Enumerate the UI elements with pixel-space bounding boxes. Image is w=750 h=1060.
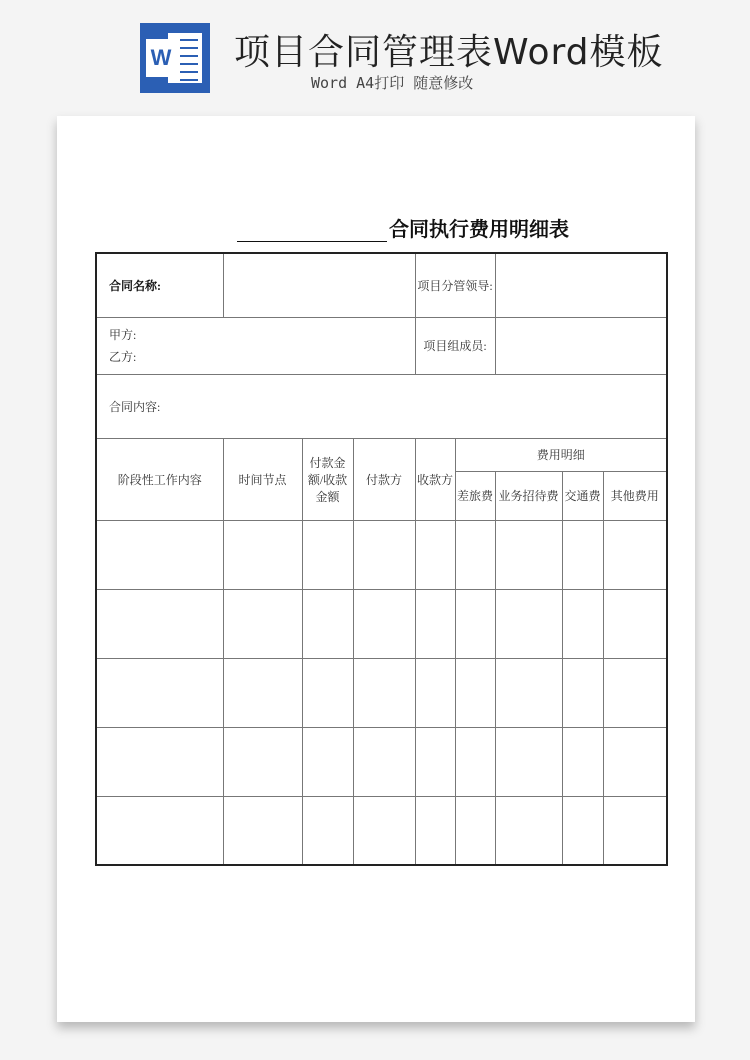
expense-table (95, 252, 668, 866)
column-header: 阶段性工作内容 (96, 438, 223, 520)
table-cell[interactable] (353, 589, 415, 658)
contract-name-label: 合同名称: (96, 253, 223, 317)
table-cell[interactable] (415, 658, 455, 727)
table-cell[interactable] (302, 796, 353, 865)
table-cell[interactable] (302, 658, 353, 727)
column-header: 时间节点 (223, 438, 302, 520)
column-header: 业务招待费 (495, 471, 562, 520)
table-cell[interactable] (603, 658, 667, 727)
document-title (237, 213, 569, 242)
document-title-text: 合同执行费用明细表 (389, 219, 569, 241)
table-cell[interactable] (353, 727, 415, 796)
table-cell[interactable] (302, 520, 353, 589)
table-row (96, 589, 667, 658)
table-cell[interactable] (495, 520, 562, 589)
table-cell[interactable] (223, 658, 302, 727)
table-cell[interactable] (302, 727, 353, 796)
table-cell[interactable] (96, 658, 223, 727)
column-header: 其他费用 (603, 471, 667, 520)
table-cell[interactable] (223, 520, 302, 589)
party-b-label: 乙方: (109, 349, 137, 364)
table-cell[interactable] (603, 589, 667, 658)
table-cell[interactable] (223, 796, 302, 865)
table-cell[interactable] (223, 589, 302, 658)
table-cell[interactable] (415, 589, 455, 658)
column-header: 交通费 (562, 471, 603, 520)
party-a-label: 甲方: (109, 327, 137, 342)
logo-letter: W (146, 39, 176, 77)
table-cell[interactable] (455, 796, 495, 865)
contract-name-field[interactable] (223, 253, 415, 317)
table-cell[interactable] (562, 727, 603, 796)
table-cell[interactable] (353, 658, 415, 727)
table-cell[interactable] (415, 796, 455, 865)
table-cell[interactable] (96, 727, 223, 796)
table-cell[interactable] (603, 796, 667, 865)
table-cell[interactable] (562, 658, 603, 727)
parties-field[interactable] (96, 317, 415, 374)
table-cell[interactable] (353, 796, 415, 865)
column-header: 付款方 (353, 438, 415, 520)
members-label: 项目组成员: (415, 317, 495, 374)
table-cell[interactable] (302, 589, 353, 658)
expense-group-header: 费用明细 (455, 438, 667, 471)
table-cell[interactable] (96, 796, 223, 865)
table-cell[interactable] (455, 520, 495, 589)
table-cell[interactable] (96, 520, 223, 589)
table-cell[interactable] (495, 658, 562, 727)
page-title: 项目合同管理表Word模板 (234, 32, 664, 73)
members-field[interactable] (495, 317, 667, 374)
table-row (96, 520, 667, 589)
supervisor-label: 项目分管领导: (415, 253, 495, 317)
table-cell[interactable] (603, 727, 667, 796)
table-cell[interactable] (96, 589, 223, 658)
table-cell[interactable] (562, 796, 603, 865)
title-blank-field[interactable] (237, 217, 387, 242)
table-row (96, 727, 667, 796)
table-cell[interactable] (353, 520, 415, 589)
table-cell[interactable] (455, 589, 495, 658)
column-header: 付款金额/收款金额 (302, 438, 353, 520)
table-cell[interactable] (415, 727, 455, 796)
table-cell[interactable] (495, 589, 562, 658)
table-cell[interactable] (562, 520, 603, 589)
supervisor-field[interactable] (495, 253, 667, 317)
contract-content-label[interactable]: 合同内容: (96, 374, 667, 438)
table-cell[interactable] (455, 658, 495, 727)
table-row (96, 658, 667, 727)
table-cell[interactable] (603, 520, 667, 589)
word-logo-icon (140, 23, 210, 93)
table-cell[interactable] (495, 727, 562, 796)
column-header: 差旅费 (455, 471, 495, 520)
table-cell[interactable] (495, 796, 562, 865)
table-cell[interactable] (223, 727, 302, 796)
table-cell[interactable] (455, 727, 495, 796)
column-header: 收款方 (415, 438, 455, 520)
table-row (96, 796, 667, 865)
table-cell[interactable] (415, 520, 455, 589)
table-cell[interactable] (562, 589, 603, 658)
page-subtitle: Word A4打印 随意修改 (311, 74, 474, 92)
